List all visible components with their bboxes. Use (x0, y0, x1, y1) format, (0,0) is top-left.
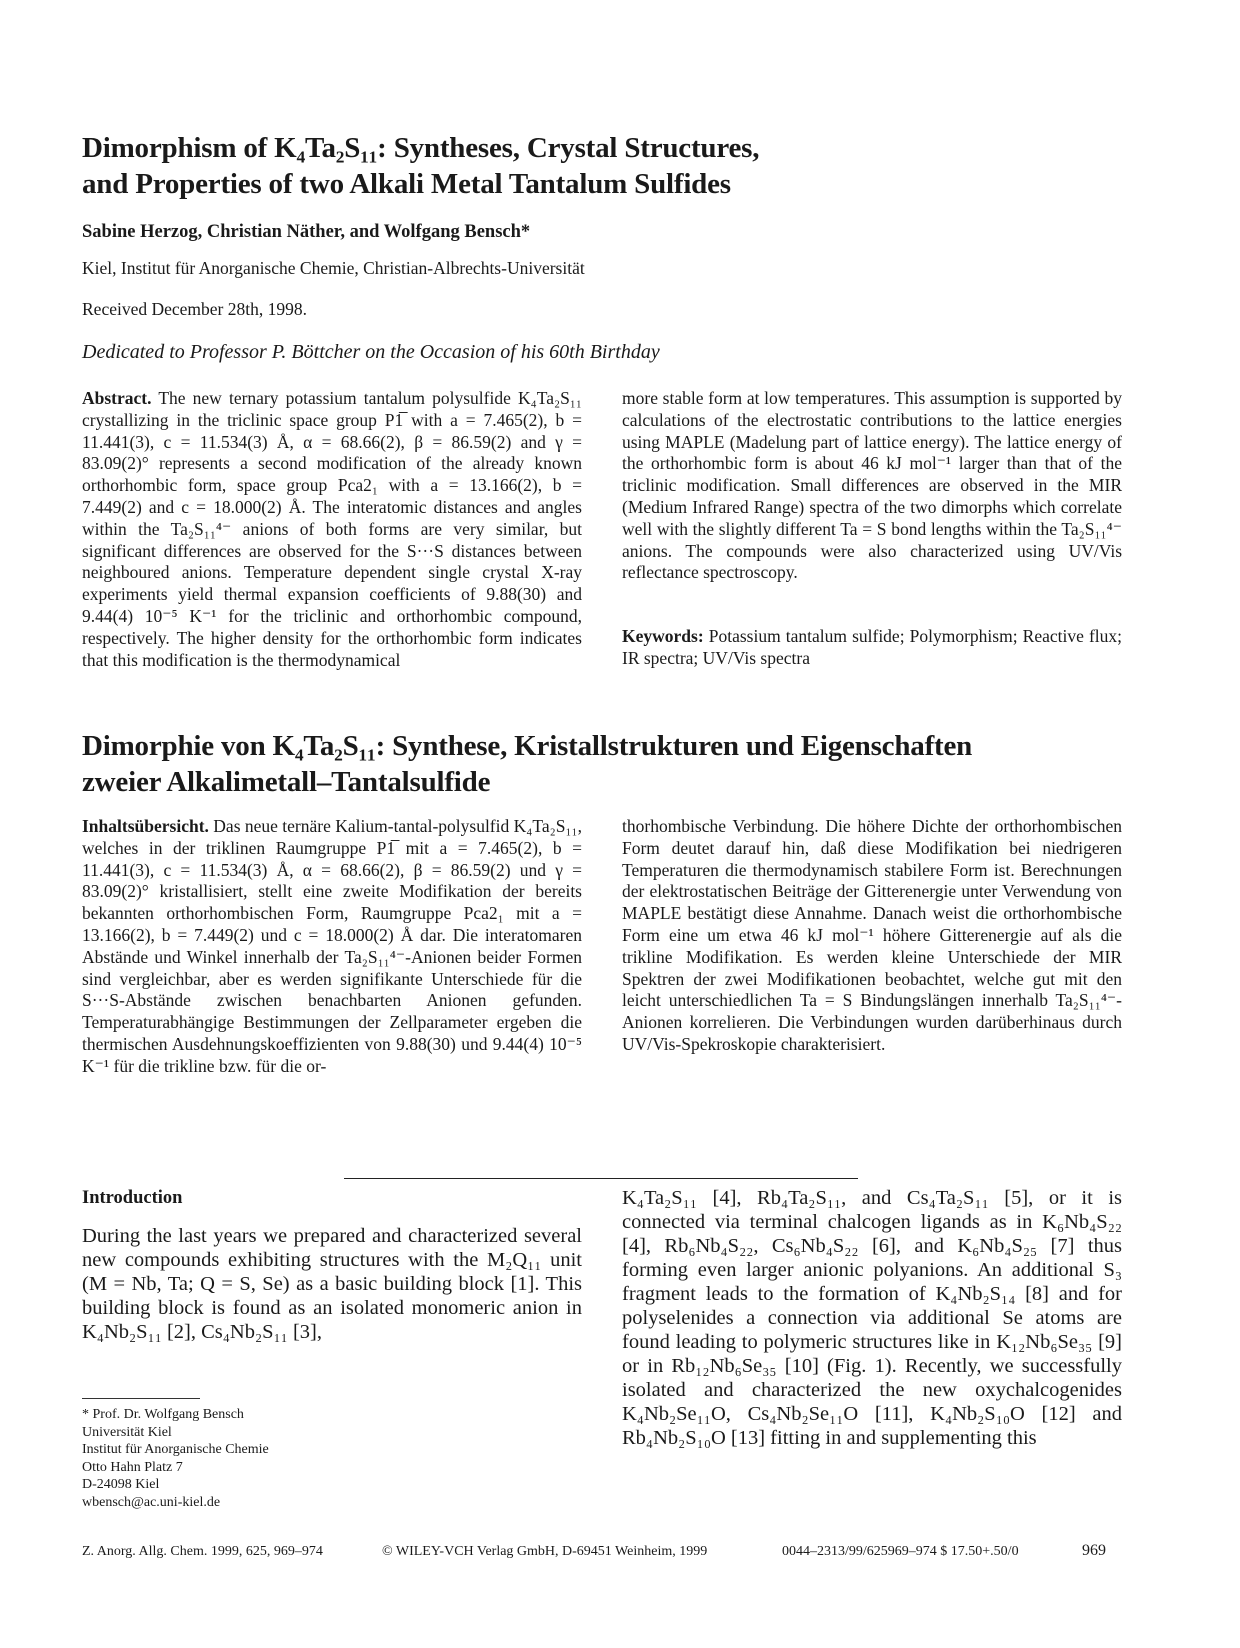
german-title (82, 728, 1122, 800)
introduction-heading: Introduction (82, 1188, 183, 1208)
footnote-line: D-24098 Kiel (82, 1477, 160, 1492)
dedication: Dedicated to Professor P. Böttcher on the Occasion of his 60th Birthday (82, 341, 660, 363)
footnote-line: Institut für Anorganische Chemie (82, 1442, 269, 1457)
introduction-right-column (622, 1186, 1122, 1450)
summary-right-column (622, 816, 1122, 1056)
english-title (82, 130, 1122, 202)
introduction-text-left: During the last years we prepared and characterized several new compounds exhibiting structures with the M₂Q₁₁ unit (M = Nb, Ta; Q = S, Se) as a basic building block [1]. This building block is found as an isolated monomeric anion in K₄Nb₂S₁₁ [2], Cs₄Nb₂S₁₁ [3], (82, 1225, 582, 1343)
abstract-left-column (82, 388, 582, 671)
publisher-notice: © WILEY-VCH Verlag GmbH, D-69451 Weinheim, 1999 (382, 1544, 708, 1559)
summary-text-left: Das neue ternäre Kalium-tantal-polysulfid K₄Ta₂S₁₁, welches in der triklinen Raumgruppe P1̅ mit a = 7.465(2), b = 11.441(3), c = 11.534(3) Å, α = 68.66(2), β = 86.59(2) und γ = 83.09(2)° kristallisiert, stellt eine zweite Modifikation der bereits bekannten orthorhombischen Form, Raumgruppe Pca2₁ mit a = 13.166(2), b = 7.449(2) und c = 18.000(2) Å dar. Die interatomaren Abstände und Winkel innerhalb der Ta₂S₁₁⁴⁻-Anionen beider Formen sind vergleichbar, aber es werden signifikante Unterschiede für die S···S-Abstände zwischen benachbarten Anionen gefunden. Temperaturabhängige Bestimmungen der Zellparameter ergeben die thermischen Ausdehnungskoeffizienten von 9.88(30) und 9.44(4) 10⁻⁵ K⁻¹ für die trikline bzw. für die or- (82, 816, 583, 1076)
journal-citation: Z. Anorg. Allg. Chem. 1999, 625, 969–974 (82, 1544, 323, 1559)
introduction-left-column (82, 1186, 582, 1344)
footnote-email[interactable]: wbensch@ac.uni-kiel.de (82, 1494, 221, 1510)
english-title-line-1: Dimorphism of K₄Ta₂S₁₁: Syntheses, Crystal Structures, (82, 132, 760, 164)
affiliation: Kiel, Institut für Anorganische Chemie, Christian-Albrechts-Universität (82, 258, 585, 278)
authors: Sabine Herzog, Christian Näther, and Wolfgang Bensch* (82, 222, 531, 242)
footnote-line: Universität Kiel (82, 1424, 172, 1440)
keywords-text: Potassium tantalum sulfide; Polymorphism; Reactive flux; IR spectra; UV/Vis spectra (622, 626, 1122, 668)
abstract-text-left: The new ternary potassium tantalum polysulfide K₄Ta₂S₁₁ crystallizing in the triclinic space group P1̅ with a = 7.465(2), b = 11.441(3), c = 11.534(3) Å, α = 68.66(2), β = 86.59(2) and γ = 83.09(2)° represents a second modification of the already known orthorhombic form, space group Pca2₁ with a = 13.166(2), b = 7.449(2) and c = 18.000(2) Å. The interatomic distances and angles within the Ta₂S₁₁⁴⁻ anions of both forms are very similar, but significant differences are observed for the S···S distances between neighboured anions. Temperature dependent single crystal X-ray experiments yield thermal expansion coefficients of 9.88(30) and 9.44(4) 10⁻⁵ K⁻¹ for the triclinic and orthorhombic compound, respectively. The higher density for the orthorhombic form indicates that this modification is the thermodynamical (82, 388, 583, 670)
received-date: Received December 28th, 1998. (82, 299, 307, 319)
abstract-label: Abstract. (82, 388, 152, 408)
summary-label: Inhaltsübersicht. (82, 816, 209, 836)
page-number: 969 (1082, 1542, 1106, 1559)
footnote-line: * Prof. Dr. Wolfgang Bensch (82, 1407, 244, 1422)
summary-left-column (82, 816, 582, 1078)
section-divider (344, 1178, 858, 1179)
german-title-line-1: Dimorphie von K₄Ta₂S₁₁: Synthese, Kristallstrukturen und Eigenschaften (82, 730, 973, 762)
summary-text-right: thorhombische Verbindung. Die höhere Dichte der orthorhombischen Form deutet darauf hin, daß diese Modifikation bei niedrigeren Temperaturen die thermodynamisch stabilere Form ist. Berechnungen der elektrostatischen Beiträge der Gitterenergie unter Verwendung von MAPLE bestätigt diese Annahme. Danach weist die orthorhombische Form eine um etwa 46 kJ mol⁻¹ höhere Gitterenergie auf als die trikline Modifikation. Es werden kleine Unterschiede der MIR Spektren der zwei Modifikationen beobachtet, welche gut mit den leicht unterschiedlichen Ta = S Bindungslängen innerhalb Ta₂S₁₁⁴⁻-Anionen korrelieren. Die Verbindungen wurden darüberhinaus durch UV/Vis-Spekroskopie charakterisiert. (622, 816, 1122, 1054)
issn-code: 0044–2313/99/625969–974 $ 17.50+.50/0 (782, 1544, 1019, 1559)
footnote-line: Otto Hahn Platz 7 (82, 1459, 183, 1475)
introduction-text-right: K₄Ta₂S₁₁ [4], Rb₄Ta₂S₁₁, and Cs₄Ta₂S₁₁ [5], or it is connected via terminal chalcogen ligands as in K₆Nb₄S₂₂ [4], Rb₆Nb₄S₂₂, Cs₆Nb₄S₂₂ [6], and K₆Nb₄S₂₅ [7] thus forming even larger anionic polyanions. An additional S₃ fragment leads to the formation of K₄Nb₂S₁₄ [8] and for polyselenides a connection via additional Se atoms are found leading to polymeric structures like in K₁₂Nb₆Se₃₅ [9] or in Rb₁₂Nb₆Se₃₅ [10] (Fig. 1). Recently, we successfully isolated and characterized the new oxychalcogenides K₄Nb₂Se₁₁O, Cs₄Nb₂Se₁₁O [11], K₄Nb₂S₁₀O [12] and Rb₄Nb₂S₁₀O [13] fitting in and supplementing this (622, 1187, 1122, 1449)
german-title-line-2: zweier Alkalimetall–Tantalsulfide (82, 766, 491, 798)
footnote-divider (82, 1398, 200, 1399)
keywords-label: Keywords: (622, 626, 704, 647)
corresponding-author-footnote (82, 1406, 269, 1511)
paper-page (82, 0, 1122, 1648)
abstract-text-right: more stable form at low temperatures. This assumption is supported by calculations of the electrostatic contributions to the lattice energies using MAPLE (Madelung part of lattice energy). The lattice energy of the orthorhombic form is about 46 kJ mol⁻¹ larger than that of the triclinic modification. Small differences are observed in the MIR (Medium Infrared Range) spectra of the two dimorphs which correlate well with the slightly different Ta = S bond lengths within the Ta₂S₁₁⁴⁻ anions. The compounds were also characterized using UV/Vis reflectance spectroscopy. (622, 388, 1122, 583)
english-title-line-2: and Properties of two Alkali Metal Tantalum Sulfides (82, 168, 731, 200)
abstract-right-column (622, 388, 1122, 670)
